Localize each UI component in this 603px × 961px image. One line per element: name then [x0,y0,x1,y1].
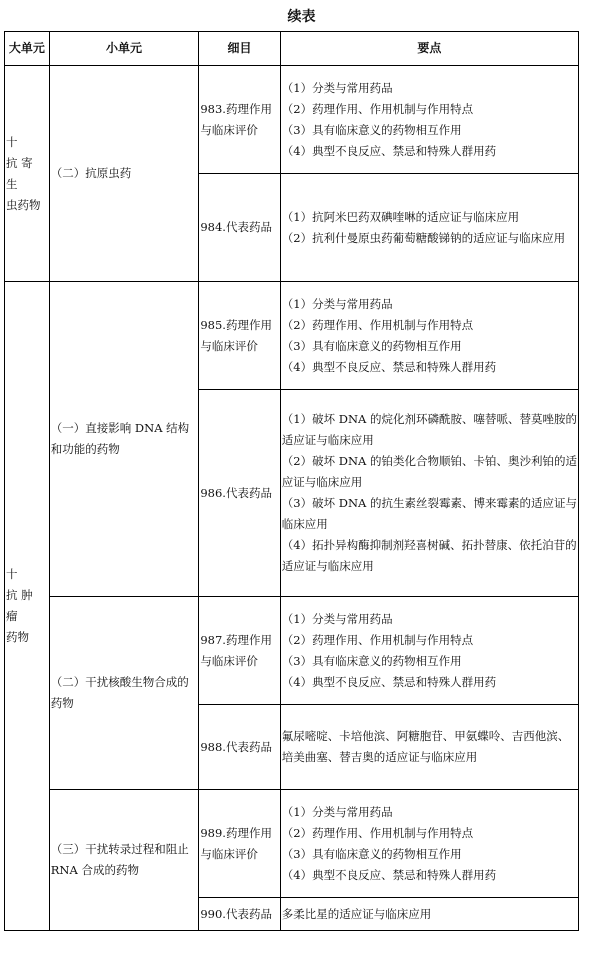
point-item: （3）破坏 DNA 的抗生素丝裂霉素、博来霉素的适应证与临床应用 [281,496,577,531]
detail-cell: 984.代表药品 [199,174,280,282]
points-cell [280,174,578,282]
point-item: （2）药理作用、作用机制与作用特点 [281,101,474,116]
points-cell [280,282,578,390]
point-item: （4）典型不良反应、禁忌和特殊人群用药 [281,359,497,374]
point-item: 多柔比星的适应证与临床应用 [281,906,432,921]
point-item: （2）破坏 DNA 的铂类化合物顺铂、卡铂、奥沙利铂的适应证与临床应用 [281,454,577,489]
table-row [5,790,579,898]
big-unit-cell: 十 抗 肿 瘤 药物 [5,282,50,931]
point-item: （2）药理作用、作用机制与作用特点 [281,632,474,647]
points-cell [280,898,578,931]
point-item: （4）典型不良反应、禁忌和特殊人群用药 [281,867,497,882]
small-unit-cell: （二）抗原虫药 [49,66,199,282]
points-cell [280,597,578,705]
header-detail: 细目 [199,32,280,66]
table-row [5,597,579,705]
point-item: （3）具有临床意义的药物相互作用 [281,846,462,861]
big-unit-cell: 十 抗 寄 生 虫药物 [5,66,50,282]
detail-cell: 987.药理作用与临床评价 [199,597,280,705]
page-title: 续表 [287,9,316,25]
small-unit-cell: （一）直接影响 DNA 结构和功能的药物 [49,282,199,597]
point-item: （1）抗阿米巴药双碘喹啉的适应证与临床应用 [281,209,520,224]
header-points: 要点 [280,32,578,66]
detail-cell: 989.药理作用与临床评价 [199,790,280,898]
detail-cell: 990.代表药品 [199,898,280,931]
points-cell [280,66,578,174]
point-item: （2）药理作用、作用机制与作用特点 [281,317,474,332]
points-cell [280,705,578,790]
table-row [5,282,579,390]
point-item: （1）破坏 DNA 的烷化剂环磷酰胺、噻替哌、替莫唑胺的适应证与临床应用 [281,412,577,447]
points-cell [280,390,578,597]
small-unit-cell: （二）干扰核酸生物合成的药物 [49,597,199,790]
point-item: （1）分类与常用药品 [281,296,393,311]
detail-cell: 983.药理作用与临床评价 [199,66,280,174]
header-row [5,32,579,66]
detail-cell: 986.代表药品 [199,390,280,597]
point-item: （2）抗利什曼原虫药葡萄糖酸锑钠的适应证与临床应用 [281,230,566,245]
point-item: （1）分类与常用药品 [281,611,393,626]
small-unit-cell: （三）干扰转录过程和阻止 RNA 合成的药物 [49,790,199,931]
point-item: 氟尿嘧啶、卡培他滨、阿糖胞苷、甲氨蝶呤、吉西他滨、培美曲塞、替吉奥的适应证与临床应用 [281,729,570,764]
syllabus-table [4,31,579,931]
point-item: （2）药理作用、作用机制与作用特点 [281,825,474,840]
header-big-unit: 大单元 [5,32,50,66]
point-item: （4）典型不良反应、禁忌和特殊人群用药 [281,143,497,158]
point-item: （3）具有临床意义的药物相互作用 [281,338,462,353]
points-cell [280,790,578,898]
detail-cell: 988.代表药品 [199,705,280,790]
detail-cell: 985.药理作用与临床评价 [199,282,280,390]
point-item: （4）典型不良反应、禁忌和特殊人群用药 [281,674,497,689]
point-item: （3）具有临床意义的药物相互作用 [281,653,462,668]
point-item: （1）分类与常用药品 [281,80,393,95]
header-small-unit: 小单元 [49,32,199,66]
point-item: （3）具有临床意义的药物相互作用 [281,122,462,137]
table-row [5,66,579,174]
point-item: （4）拓扑异构酶抑制剂羟喜树碱、拓扑替康、依托泊苷的适应证与临床应用 [281,538,577,573]
point-item: （1）分类与常用药品 [281,804,393,819]
